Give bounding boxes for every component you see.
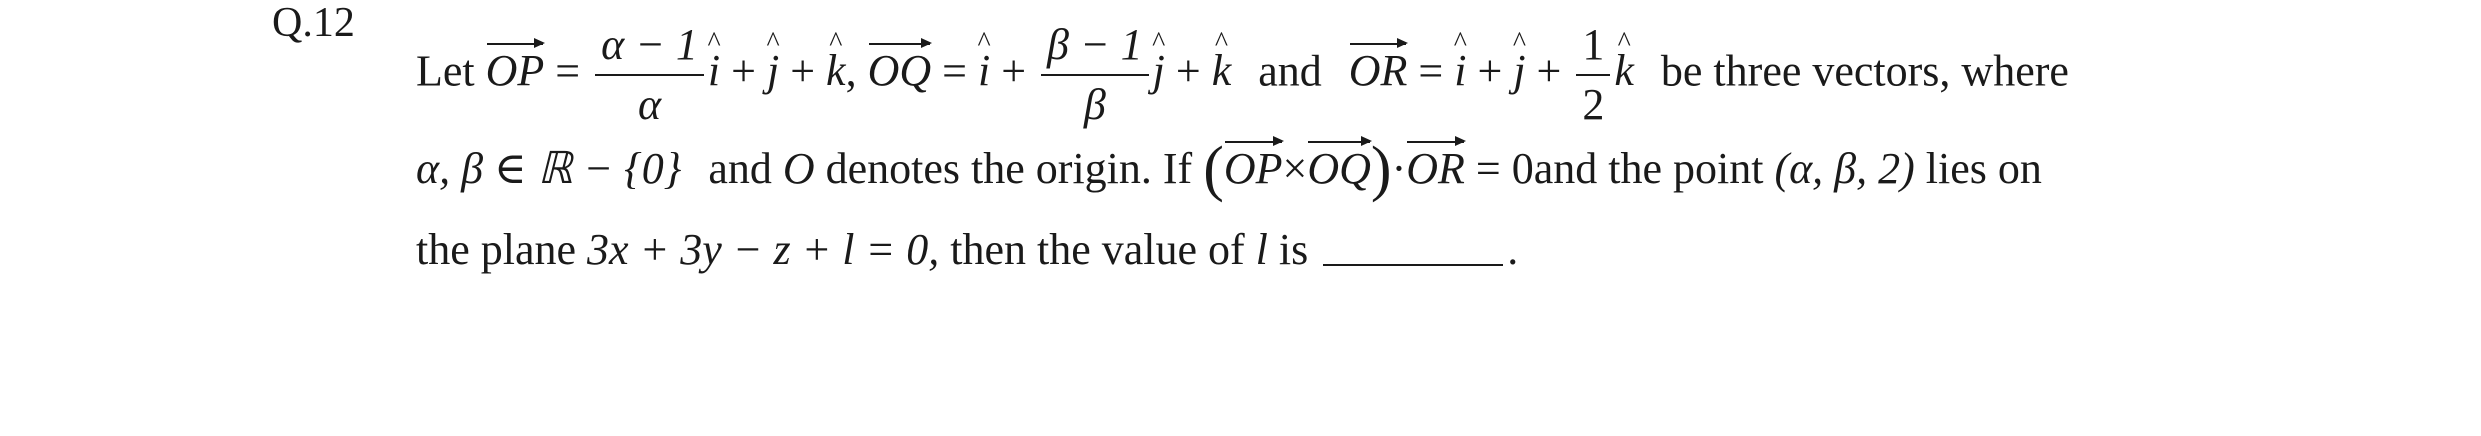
plus-sign: + [1477, 46, 1503, 96]
left-paren: ( [1203, 135, 1224, 203]
vector-op: OP [485, 46, 545, 96]
comma: , [845, 46, 857, 96]
unit-k: ^ k [826, 49, 846, 93]
point-coordinates: (α, β, 2) [1774, 144, 1915, 193]
vector-or: OR [1406, 144, 1465, 193]
question-line-1 [416, 22, 2069, 128]
unit-j: ^ j [1153, 49, 1165, 93]
equals-sign: = [555, 46, 581, 96]
question-line-2 [416, 135, 2042, 203]
vector-oq: OQ [867, 46, 932, 96]
and-text: and [708, 144, 772, 193]
point-text: and the point [1533, 144, 1764, 193]
unit-i: ^ i [1454, 49, 1466, 93]
plus-sign: + [731, 46, 756, 96]
plus-sign: + [1001, 46, 1027, 96]
question-number: Q.12 [272, 0, 355, 46]
vector-op: OP [1223, 144, 1283, 193]
question-line-3 [416, 225, 1519, 274]
and-text: and [1258, 46, 1322, 96]
vector-or: OR [1348, 46, 1408, 96]
unit-k: ^ k [1212, 49, 1232, 93]
fraction-half [1576, 22, 1610, 128]
equals-zero: = 0 [1475, 144, 1534, 193]
unit-k: ^ k [1614, 49, 1634, 93]
tail-text: be three vectors, where [1660, 46, 2069, 96]
fraction-alpha-numerator: α − 1 [595, 22, 704, 76]
fraction-alpha [595, 22, 704, 128]
fraction-half-numerator: 1 [1576, 22, 1610, 76]
fraction-half-denominator: 2 [1582, 80, 1605, 130]
plus-sign: + [790, 46, 816, 96]
unit-j: ^ j [1513, 49, 1525, 93]
domain-condition: α, β ∈ ℝ − {0} [416, 144, 682, 193]
fraction-beta [1041, 22, 1149, 128]
answer-blank[interactable] [1323, 228, 1503, 266]
vector-oq: OQ [1307, 144, 1371, 193]
origin-text: denotes the origin. If [825, 144, 1193, 193]
is-text: is [1278, 225, 1309, 274]
plane-equation: 3x + 3y − z + l = 0, [587, 225, 940, 274]
right-paren: ) [1370, 135, 1392, 203]
unit-i: ^ i [708, 49, 720, 93]
fraction-beta-numerator: β − 1 [1041, 22, 1149, 76]
value-text: then the value of [950, 225, 1245, 274]
cross-sign: × [1282, 144, 1308, 193]
dot-sign: · [1391, 144, 1407, 193]
end-period: . [1507, 225, 1519, 274]
origin-variable: O [782, 144, 815, 193]
equals-sign: = [1418, 46, 1444, 96]
unit-j: ^ j [767, 49, 779, 93]
unit-i: ^ i [978, 49, 990, 93]
fraction-alpha-denominator: α [637, 80, 662, 130]
variable-l: l [1255, 225, 1268, 274]
equals-sign: = [942, 46, 967, 96]
fraction-beta-denominator: β [1083, 80, 1106, 130]
intro-text: Let [416, 46, 475, 96]
plane-text: the plane [416, 225, 577, 274]
plus-sign: + [1536, 46, 1562, 96]
plus-sign: + [1175, 46, 1201, 96]
lies-on-text: lies on [1925, 144, 2042, 193]
